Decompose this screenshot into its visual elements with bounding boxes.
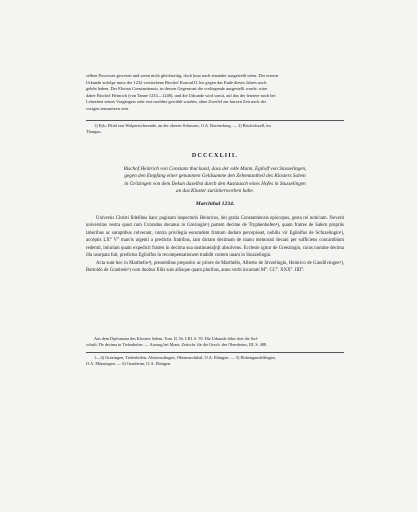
text-line: vorigen anzusetzen sein. [86,105,130,111]
footnote-line: 1) Eyb, Filial von Wolpertschwende, an der oberen Schussen, O.A. Ravensburg. — 2) Bischofszell, im [94,123,271,128]
dateline: Marchthal 1234. [195,201,235,207]
footnote-line: O.A. Münsingen. — 6) Granheim, O.A. Ehingen. [86,361,172,367]
text-line: selben Processes gewesen und wenn nicht gleichzeitig, doch kurz nach einander ausgestellt seien. Der erstern [86,73,279,78]
footnote-divider [86,352,344,353]
charter-text [86,215,344,275]
heading-line: gegen den Empfang einer genannten Geldsumme den Zehentantheil des Klosters Salem [124,173,306,180]
source-note [86,336,344,348]
continuation-text [86,73,344,113]
document-number: DCCCXLIII. [191,153,239,159]
document-heading [90,166,340,196]
top-footnotes [86,123,344,136]
body-paragraph: Universis Christi fidelibus hanc paginam inspecturis Heinricus, dei gratia Constantiensis episcopus, gesta rei noticiam. Noverit universitas vestra quod cum Cvnradus decanus in Greziugin¹) partem decime de Tryphenhofen⁴), quam fratres de Salem propriis laboribus ac sumptibus colverant, contra privilegia eorumdem fratrum dudum percepisset, nobilis vir Egilolfus de Scfuzelingin³), acceptis LX° V° marcis argenti a predictis fratribus, iam dictam decimam de manu memorati decani per sufficiens concambium redemit, iniuriam quam expedicti fratres in decima sua sustinuera[n]t absolvens. Ecclesie igitur de Greezingin, cuius nomine decima illa usurpata fuit, predictus Egilolfus in recompensationem tradidit curtem unam in Stuzzelingin. [86,216,344,259]
footnote-line: 1—4) Grözingen, Tiefenhöfen, Altsteusslingen, Obermarchthal, O.A. Ehingen. — 5) Hohengundelfingen, [94,355,276,360]
footnote-divider [86,120,344,121]
text-line: Urkunde zufolge muss der 1232 verstorbene Bischof Konrad II. bis gegen das Ende dieses Jahres noch [86,79,267,85]
heading-line: in Grözingen von dem Dekan daselbst durch den Austausch eines Hofes in Stusselingen [124,180,306,187]
text-line: gelebt haben. Der Electus Constantiensis, in dessen Gegenwart die vorliegende ausgestellt wurde, wäre [86,86,268,92]
heading-line: Bischof Heinrich von Constanz thut kund, dass der edle Mann, Egilolf von Stusselingen, [123,166,307,172]
text-line: Lebzeiten seines Vorgängers oder erst nachher gewählt wurden, ohne Zweifel zur kurzen Zeit nach der [86,99,267,105]
footnote-line: Thurgau. [86,129,102,135]
bottom-footnotes [86,355,344,368]
heading-line: an das Kloster zurückerworben habe. [176,188,254,195]
text-line: daher Bischof Heinrich (von Tanne 1233—1248), und die Urkunde wird somit, auf das der letztere noch bei [86,92,276,98]
source-line: Aus dem Diplomatar des Klosters Salem, Tom. II, Nr. LIII. S. 59. Die Urkunde führt dort die Auf- [94,336,259,341]
source-line: schrift: De decima in Tiefenhofen. — Auszug bei Mone, Zeitschr. für die Gesch. des Oberrheins, III, S. 488. [86,342,268,348]
body-paragraph: Acta sunt hec in Marthello⁴), presentibus preposito ac priore de Marthello, Alberto de Stvzelingin, Heinrico de Gundilvingen⁵), Bertoldo de Granhein⁶) cum duobus filiis suis aliisque quam pluribus, anno verbi incarnati M°. CC°. XXX°. IIII°. [86,260,344,274]
